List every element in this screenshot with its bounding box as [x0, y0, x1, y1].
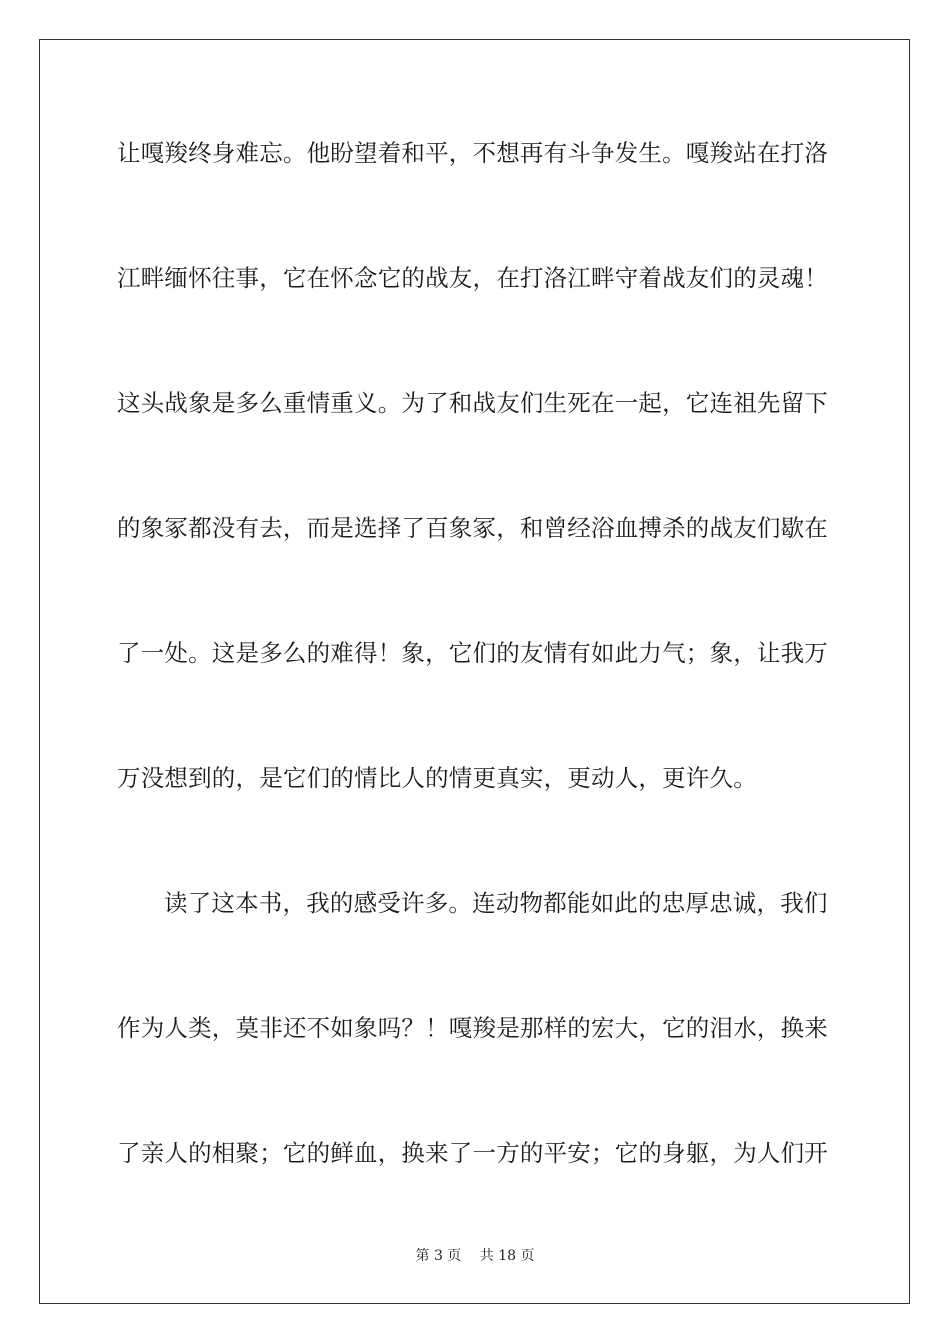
text-line: 作为人类，莫非还不如象吗？！嘎羧是那样的宏大，它的泪水，换来 — [117, 1014, 828, 1042]
page-number: 第 3 页 — [415, 1248, 462, 1264]
text-line: 江畔缅怀往事，它在怀念它的战友，在打洛江畔守着战友们的灵魂！ — [117, 264, 828, 292]
text-line: 的象冢都没有去，而是选择了百象冢，和曾经浴血搏杀的战友们歇在 — [117, 514, 828, 542]
line-spacing — [117, 803, 833, 878]
text-line: 这头战象是多么重情重义。为了和战友们生死在一起，它连祖先留下 — [117, 389, 828, 417]
line-spacing — [117, 178, 833, 253]
document-body — [117, 128, 833, 1178]
page-footer — [0, 1246, 950, 1266]
text-line: 了一处。这是多么的难得！象，它们的友情有如此力气；象，让我万 — [117, 639, 828, 667]
line-spacing — [117, 428, 833, 503]
text-line: 让嘎羧终身难忘。他盼望着和平，不想再有斗争发生。嘎羧站在打洛 — [117, 139, 828, 167]
line-spacing — [117, 928, 833, 1003]
paragraph-first-line: 读了这本书，我的感受许多。连动物都能如此的忠厚忠诚，我们 — [164, 889, 828, 917]
page-total: 共 18 页 — [479, 1248, 535, 1264]
text-line: 了亲人的相聚；它的鲜血，换来了一方的平安；它的身躯，为人们开 — [117, 1139, 828, 1167]
text-line: 万没想到的，是它们的情比人的情更真实，更动人，更许久。 — [117, 764, 757, 792]
line-spacing — [117, 678, 833, 753]
line-spacing — [117, 553, 833, 628]
line-spacing — [117, 1053, 833, 1128]
line-spacing — [117, 303, 833, 378]
